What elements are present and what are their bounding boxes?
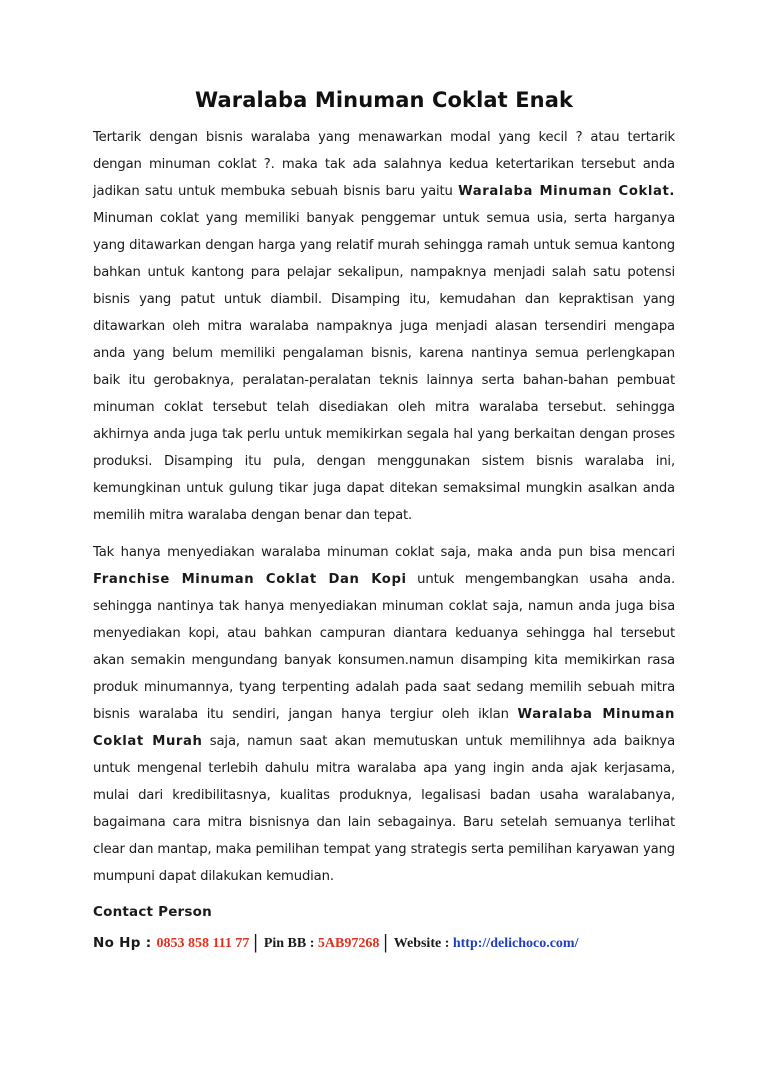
paragraph-text: Minuman coklat yang memiliki banyak penggemar untuk semua usia, serta harganya yang ditawarkan dengan harga yang relatif murah sehingga ramah untuk semua kantong bahkan untuk kantong para pelajar sekalipun, nampaknya menjadi salah satu potensi bisnis yang patut untuk diambil. Disamping itu, kemudahan dan kepraktisan yang ditawarkan oleh mitra waralaba nampaknya juga menjadi alasan tersendiri mengapa anda yang belum memiliki pengalaman bisnis, karena nantinya semua perlengkapan baik itu gerobaknya, peralatan-peralatan teknis lainnya serta bahan-bahan pembuat minuman coklat tersebut telah disediakan oleh mitra waralaba tersebut. sehingga akhirnya anda juga tak perlu untuk memikirkan segala hal yang berkaitan dengan proses produksi. Disamping itu pula, dengan menggunakan sistem bisnis waralaba ini, kemungkinan untuk gulung tikar juga dapat ditekan semaksimal mungkin asalkan anda memilih mitra waralaba dengan benar dan tepat. — [93, 211, 675, 523]
contact-heading: Contact Person — [93, 904, 212, 920]
pin-value: 5AB97268 — [317, 936, 380, 951]
bold-keyword: Franchise Minuman Coklat Dan Kopi — [93, 572, 407, 587]
website-link[interactable]: http://delichoco.com/ — [452, 936, 579, 951]
separator: | — [253, 931, 258, 953]
pin-label: Pin BB : — [263, 936, 318, 951]
bold-keyword: Waralaba Minuman Coklat Murah — [93, 707, 675, 749]
website-label: Website : — [393, 936, 453, 951]
paragraph-text: saja, namun saat akan memutuskan untuk memilihnya ada baiknya untuk mengenal terlebih dahulu mitra waralaba apa yang ingin anda ajak kerjasama, mulai dari kredibilitasnya, kualitas produknya, legalisasi badan usaha waralabanya, bagaimana cara mitra bisnisnya dan lain sebagainya. Baru setelah semuanya terlihat clear dan mantap, maka pemilihan tempat yang strategis serta pemilihan karyawan yang mumpuni dapat dilakukan kemudian. — [93, 734, 675, 884]
bold-keyword: Waralaba Minuman Coklat. — [458, 184, 675, 199]
separator: | — [383, 931, 388, 953]
paragraph-franchise — [93, 539, 675, 890]
contact-details — [93, 930, 675, 956]
paragraph-intro — [93, 124, 675, 529]
paragraph-text: Tertarik dengan bisnis waralaba yang menawarkan modal yang kecil ? atau tertarik dengan minuman coklat ?. maka tak ada salahnya kedua ketertarikan tersebut anda jadikan satu untuk membuka sebuah bisnis baru yaitu — [93, 130, 675, 199]
phone-label: No Hp : — [93, 935, 157, 951]
document-title: Waralaba Minuman Coklat Enak — [194, 88, 574, 112]
document-page — [93, 88, 675, 956]
phone-number: 0853 858 111 77 — [156, 936, 250, 951]
paragraph-text: untuk mengembangkan usaha anda. sehingga nantinya tak hanya menyediakan minuman coklat saja, namun anda juga bisa menyediakan kopi, atau bahkan campuran diantara keduanya sehingga hal tersebut akan semakin mengundang banyak konsumen.namun disamping kita memikirkan rasa produk minumannya, tyang terpenting adalah pada saat sedang memilih sebuah mitra bisnis waralaba itu sendiri, jangan hanya tergiur oleh iklan — [93, 572, 676, 722]
paragraph-text: Tak hanya menyediakan waralaba minuman coklat saja, maka anda pun bisa mencari — [93, 545, 675, 560]
